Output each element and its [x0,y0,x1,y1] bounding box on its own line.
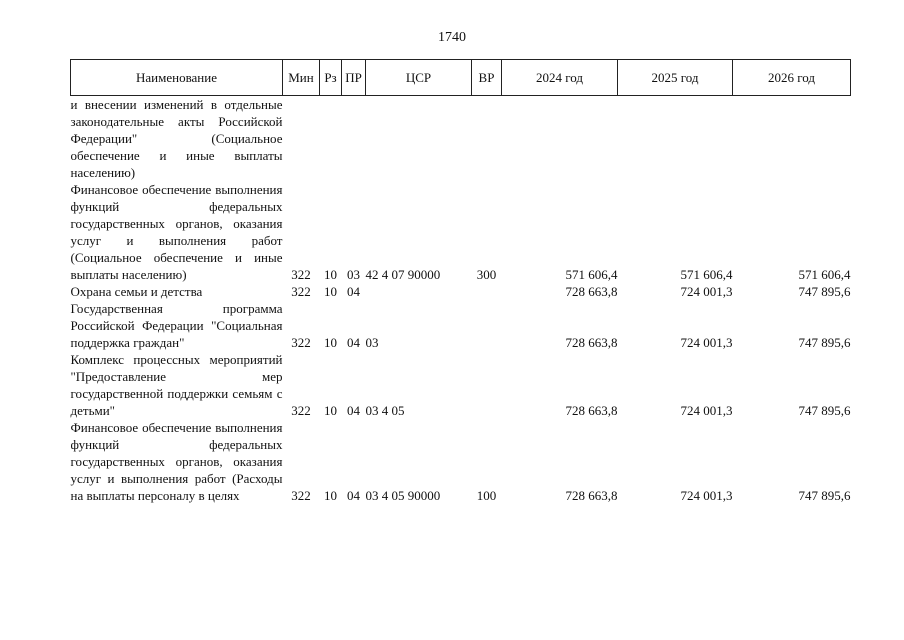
row-min: 322 [291,403,311,418]
table-row [71,283,851,300]
row-vr [472,351,502,419]
row-pr: 03 [347,267,360,282]
row-name: и внесении изменений в отдельные законодательные акты Российской Федерации" (Социальное обеспечение и иные выплаты населению) [70,97,283,180]
table-row [71,300,851,351]
row-2025: 724 001,3 [680,488,733,503]
row-2026: 571 606,4 [798,267,851,282]
row-min: 322 [291,267,311,282]
header-csr: ЦСР [366,60,472,96]
table-row [71,96,851,182]
table-header [71,60,851,96]
row-vr [472,96,502,182]
row-csr: 03 [365,335,379,350]
header-2025: 2025 год [618,60,733,96]
row-min: 322 [291,488,311,503]
row-vr: 300 [476,267,497,282]
row-2024: 571 606,4 [565,267,618,282]
row-vr: 100 [476,488,497,503]
row-rz: 10 [324,267,337,282]
row-csr: 03 4 05 90000 [365,488,441,503]
row-2026: 747 895,6 [798,335,851,350]
budget-table [70,59,851,504]
row-2024: 728 663,8 [565,403,618,418]
page-number: 1740 [438,30,466,45]
row-2025: 724 001,3 [680,403,733,418]
row-min: 322 [291,284,311,299]
row-2026 [733,96,851,182]
table-row [71,351,851,419]
row-2026: 747 895,6 [798,488,851,503]
row-pr: 04 [347,335,360,350]
header-rz: Рз [320,60,342,96]
row-pr: 04 [347,403,360,418]
row-2024 [502,96,618,182]
header-2026: 2026 год [733,60,851,96]
row-2024: 728 663,8 [565,335,618,350]
row-rz [320,96,342,182]
row-2026: 747 895,6 [798,403,851,418]
row-vr [472,283,502,300]
row-csr [366,283,472,300]
row-pr: 04 [347,488,360,503]
row-rz: 10 [324,284,337,299]
row-2025: 724 001,3 [680,335,733,350]
row-pr: 04 [347,284,360,299]
row-rz: 10 [324,403,337,418]
row-csr [366,96,472,182]
row-name: Охрана семьи и детства [70,284,203,299]
header-pr: ПР [342,60,366,96]
row-csr: 42 4 07 90000 [365,267,441,282]
row-csr: 03 4 05 [365,403,405,418]
header-min: Мин [283,60,320,96]
row-rz: 10 [324,335,337,350]
header-2024: 2024 год [502,60,618,96]
row-vr [472,300,502,351]
row-rz: 10 [324,488,337,503]
header-name: Наименование [71,60,283,96]
row-pr [342,96,366,182]
row-min: 322 [291,335,311,350]
row-name: Комплекс процессных мероприятий "Предоставление мер государственной поддержки семьям с детьми" [70,352,283,418]
row-2025 [618,96,733,182]
row-min [283,96,320,182]
row-2024: 728 663,8 [565,488,618,503]
table-row [71,419,851,504]
row-name: Государственная программа Российской Федерации "Социальная поддержка граждан" [70,301,283,350]
row-2026: 747 895,6 [798,284,851,299]
row-name: Финансовое обеспечение выполнения функций федеральных государственных органов, оказания услуг и выполнения работ (Социальное обеспечение и иные выплаты населению) [70,182,283,282]
row-name: Финансовое обеспечение выполнения функций федеральных государственных органов, оказания услуг и выполнения работ (Расходы на выплаты персоналу в целях [70,420,283,503]
row-2025: 571 606,4 [680,267,733,282]
table-row [71,181,851,283]
row-2024: 728 663,8 [565,284,618,299]
header-vr: ВР [472,60,502,96]
row-2025: 724 001,3 [680,284,733,299]
